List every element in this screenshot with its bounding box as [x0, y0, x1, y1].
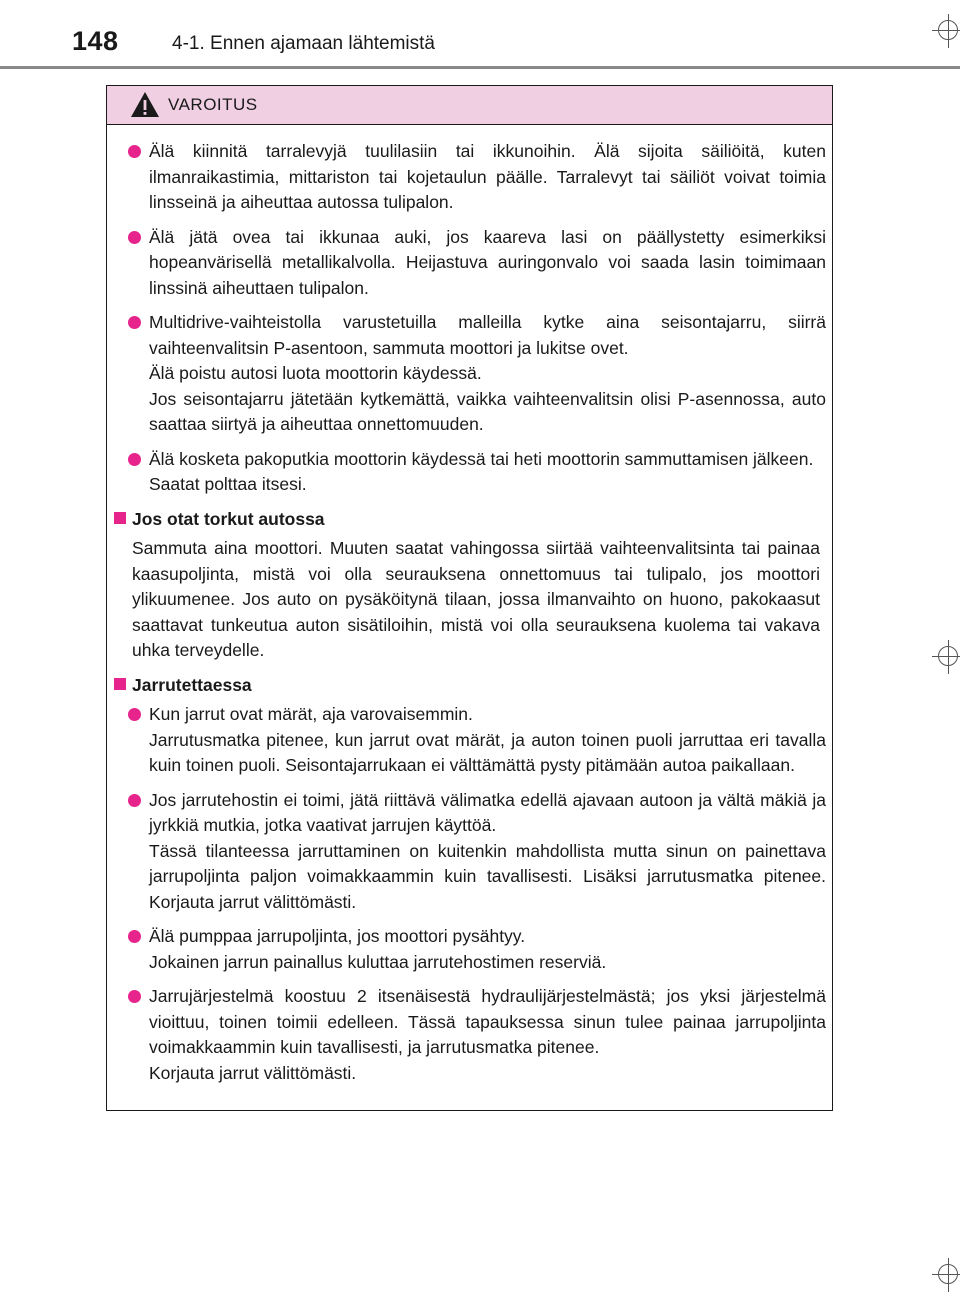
bullet-dot-icon — [128, 453, 141, 466]
section-heading: Jarrutettaessa — [107, 673, 834, 699]
bullet-dot-icon — [128, 794, 141, 807]
list-item: Jarrujärjestelmä koostuu 2 itsenäisestä hydraulijärjestelmästä; jos yksi järjestelmä vioittuu, toinen toimii edelleen. Tässä tapauksessa sinun tulee painaa jarrupoljinta voimakkaammin kuin tavallisesti, ja jarrutusmatka pitenee. Korjauta jarrut välittömästi. — [107, 984, 834, 1086]
warning-header — [107, 86, 832, 125]
section-square-icon — [114, 678, 126, 690]
bullet-dot-icon — [128, 990, 141, 1003]
bullet-dot-icon — [128, 708, 141, 721]
list-item: Älä kiinnitä tarralevyjä tuulilasiin tai ikkunoihin. Älä sijoita säiliöitä, kuten ilmanraikastimia, mittariston tai kojetaulun päälle. Tarralevyt tai säiliöt voivat toimia linsseinä ja aiheuttaa autossa tulipalon. — [107, 139, 834, 216]
list-item: Kun jarrut ovat märät, aja varovaisemmin. Jarrutusmatka pitenee, kun jarrut ovat märät, ja auton toinen puoli jarruttaa eri tavalla kuin toinen puoli. Seisontajarrukaan ei välttämättä pysty pitämään autoa paikallaan. — [107, 702, 834, 779]
warning-box — [106, 85, 833, 1111]
bullet-dot-icon — [128, 930, 141, 943]
list-item: Älä jätä ovea tai ikkunaa auki, jos kaareva lasi on päällystetty esimerkiksi hopeanvärisellä metallikalvolla. Heijastuva auringonvalo voi saada lasin toimimaan linssinä aiheuttaen tulipalon. — [107, 225, 834, 302]
list-item: Jos jarrutehostin ei toimi, jätä riittävä välimatka edellä ajavaan autoon ja vältä mäkiä ja jyrkkiä mutkia, jotka vaativat jarrujen käyttöä. Tässä tilanteessa jarruttaminen on kuitenkin mahdollista mutta sinun on painettava jarrupoljinta paljon voimakkaammin kuin tavallisesti. Lisäksi jarrutusmatka pitenee. Korjauta jarrut välittömästi. — [107, 788, 834, 916]
warning-content — [107, 139, 834, 1095]
warning-triangle-icon — [130, 91, 160, 118]
page-number: 148 — [72, 26, 119, 56]
bullet-dot-icon — [128, 316, 141, 329]
bullet-dot-icon — [128, 145, 141, 158]
list-item: Älä pumppaa jarrupoljinta, jos moottori pysähtyy. Jokainen jarrun painallus kuluttaa jarrutehostimen reserviä. — [107, 924, 834, 975]
section-paragraph: Sammuta aina moottori. Muuten saatat vahingossa siirtää vaihteenvalitsinta tai painaa kaasupoljinta, mistä voi olla seurauksena onnettomuus tai tulipalo, jos moottori ylikuumenee. Jos auto on pysäköitynä tilaan, jossa ilmanvaihto on huono, pakokaasut saattavat tunkeutua auton sisätiloihin, mistä voi olla seurauksena kuolema tai vakava uhka terveydelle. — [132, 538, 820, 660]
warning-title: VAROITUS — [168, 95, 258, 114]
section-heading: Jos otat torkut autossa — [107, 507, 834, 533]
list-item: Älä kosketa pakoputkia moottorin käydessä tai heti moottorin sammuttamisen jälkeen. Saatat polttaa itsesi. — [107, 447, 834, 498]
chapter-title: 4-1. Ennen ajamaan lähtemistä — [172, 33, 435, 54]
list-item: Multidrive-vaihteistolla varustetuilla malleilla kytke aina seisontajarru, siirrä vaihteenvalitsin P-asentoon, sammuta moottori ja lukitse ovet. Älä poistu autosi luota moottorin käydessä. Jos seisontajarru jätetään kytkemättä, vaikka vaihteenvalitsin olisi P-asennossa, auto saattaa siirtyä ja aiheuttaa onnettomuuden. — [107, 310, 834, 438]
section-square-icon — [114, 512, 126, 524]
header-rule — [0, 66, 960, 69]
bullet-dot-icon — [128, 231, 141, 244]
